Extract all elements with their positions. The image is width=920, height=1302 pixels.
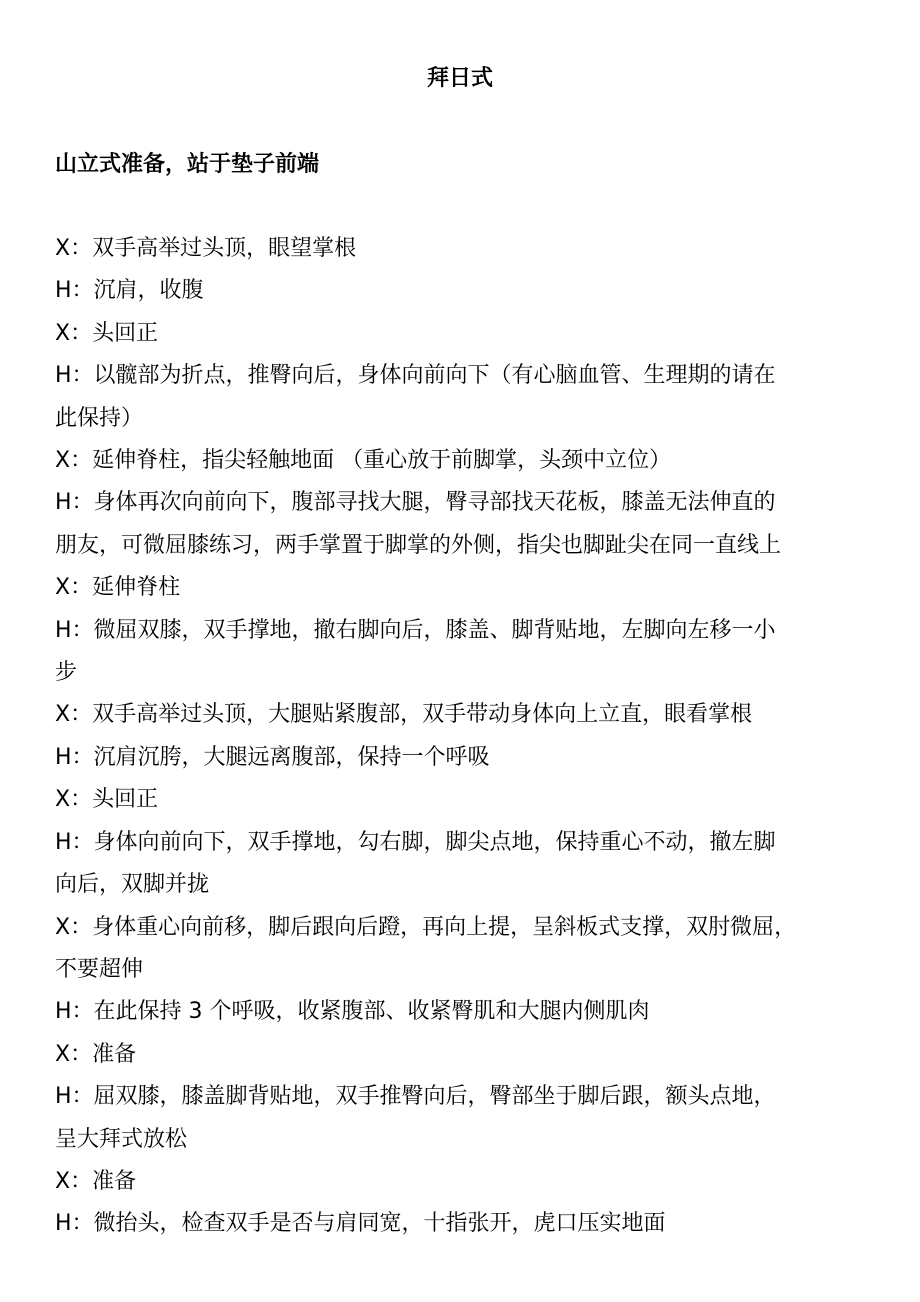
instruction-line: 向后，双脚并拢 [55, 872, 210, 898]
instruction-line: 呈大拜式放松 [55, 1126, 188, 1152]
instruction-line: X：延伸脊柱 [55, 575, 181, 601]
instruction-line: X：头回正 [55, 320, 159, 346]
instruction-line: X：准备 [55, 1168, 137, 1194]
instruction-line: H：微抬头，检查双手是否与肩同宽，十指张开，虎口压实地面 [55, 1211, 666, 1237]
instruction-line: 步 [55, 660, 78, 686]
instruction-line: X：延伸脊柱，指尖轻触地面 （重心放于前脚掌，头颈中立位） [55, 448, 672, 474]
instruction-line: H：沉肩，收腹 [55, 278, 204, 304]
instruction-line: X：身体重心向前移，脚后跟向后蹬，再向上提，呈斜板式支撑，双肘微屈， [55, 914, 797, 940]
instruction-line: X：准备 [55, 1041, 137, 1067]
instruction-line: 此保持） [55, 405, 144, 431]
instruction-line: H：以髋部为折点，推臀向后，身体向前向下（有心脑血管、生理期的请在 [55, 363, 776, 389]
instruction-list [55, 228, 870, 1246]
instruction-line: X：双手高举过头顶，大腿贴紧腹部，双手带动身体向上立直，眼看掌根 [55, 702, 753, 728]
instruction-line: X：双手高举过头顶，眼望掌根 [55, 236, 357, 261]
instruction-line: H：在此保持 3 个呼吸，收紧腹部、收紧臀肌和大腿内侧肌肉 [55, 999, 650, 1025]
instruction-line: 朋友，可微屈膝练习，两手掌置于脚掌的外侧，指尖也脚趾尖在同一直线上 [55, 532, 782, 558]
instruction-line: H：沉肩沉胯，大腿远离腹部，保持一个呼吸 [55, 744, 490, 770]
instruction-line: X：头回正 [55, 787, 159, 813]
instruction-line: H：微屈双膝，双手撑地，撤右脚向后，膝盖、脚背贴地，左脚向左移一小 [55, 617, 776, 643]
instruction-line: 不要超伸 [55, 956, 144, 982]
document-title: 拜日式 [426, 66, 493, 91]
instruction-line: H：身体向前向下，双手撑地，勾右脚，脚尖点地，保持重心不动，撤左脚 [55, 829, 776, 855]
instruction-line: H：身体再次向前向下，腹部寻找大腿，臀寻部找天花板，膝盖无法伸直的 [55, 490, 776, 516]
section-heading: 山立式准备，站于垫子前端 [55, 152, 320, 177]
instruction-line: H：屈双膝，膝盖脚背贴地，双手推臀向后，臀部坐于脚后跟，额头点地， [55, 1084, 776, 1110]
